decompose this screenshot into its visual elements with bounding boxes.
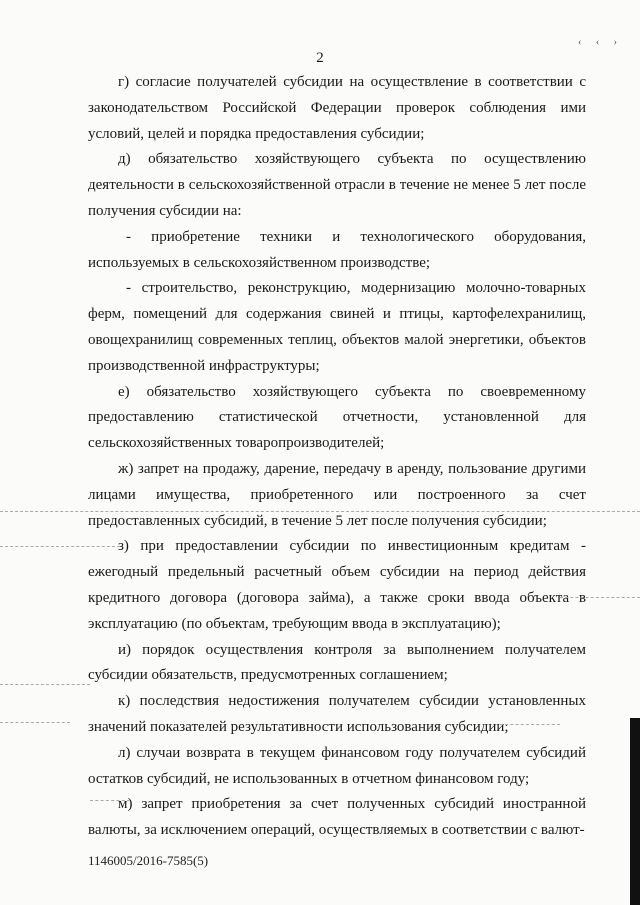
scan-artifact-line bbox=[90, 800, 130, 801]
scan-artifact-line bbox=[0, 722, 70, 723]
paragraph-e: е) обязательство хозяйствующего субъекта по своевременному предоставлению статистической отчетности, установленной для сельскохозяйственных товаропроизводителей; bbox=[88, 383, 586, 452]
paragraph-g: г) согласие получателей субсидии на осуществление в соответствии с законодательством Российской Федерации проверок соблюдения ими условий, целей и порядка предоставления субсидии; bbox=[88, 74, 586, 142]
scan-artifact-line bbox=[500, 724, 560, 725]
scan-corner-marks: ‹ ‹ › bbox=[578, 37, 623, 48]
paragraph-m: м) запрет приобретения за счет полученных субсидий иностранной валюты, за исключением операций, осуществляемых в соответствии с валют- bbox=[88, 796, 586, 839]
paragraph-dash-construction: - строительство, реконструкцию, модернизацию молочно-товарных ферм, помещений для содержания свиней и птицы, картофелехранилищ, овощехранилищ современных теплиц, объектов малой энергетики, объектов производственной инфраструктуры; bbox=[88, 280, 586, 374]
document-code: 1146005/2016-7585(5) bbox=[88, 853, 209, 868]
scan-artifact-line bbox=[0, 546, 120, 547]
scan-artifact-line bbox=[0, 511, 640, 512]
scan-edge-bar bbox=[630, 718, 640, 905]
paragraph-k: к) последствия недостижения получателем субсидии установленных значений показателей результативности использования субсидии; bbox=[88, 693, 586, 735]
paragraph-i: и) порядок осуществления контроля за выполнением получателем субсидии обязательств, предусмотренных соглашением; bbox=[88, 641, 586, 684]
paragraph-d: д) обязательство хозяйствующего субъекта по осуществлению деятельности в сельскохозяйственной отрасли в течение не менее 5 лет после получения субсидии на: bbox=[88, 151, 586, 219]
paragraph-zh: ж) запрет на продажу, дарение, передачу в аренду, пользование другими лицами имущества, приобретенного или построенного за счет предоставленных субсидий, в течение 5 лет после получения субсидии; bbox=[88, 460, 586, 529]
scan-artifact-line bbox=[0, 684, 90, 685]
page-number: 2 bbox=[316, 50, 324, 66]
document-body bbox=[88, 70, 586, 844]
scan-artifact-line bbox=[560, 597, 640, 598]
paragraph-dash-equipment: - приобретение техники и технологического оборудования, используемых в сельскохозяйственном производстве; bbox=[88, 228, 586, 271]
paragraph-l: л) случаи возврата в текущем финансовом году получателем субсидий остатков субсидий, не использованных в отчетном финансовом году; bbox=[88, 744, 586, 787]
paragraph-z: з) при предоставлении субсидии по инвестиционным кредитам - ежегодный предельный расчетный объем субсидии на период действия кредитного договора (договора займа), а также сроки ввода объекта в эксплуатацию (по объектам, требующим ввода в эксплуатацию); bbox=[88, 538, 586, 632]
